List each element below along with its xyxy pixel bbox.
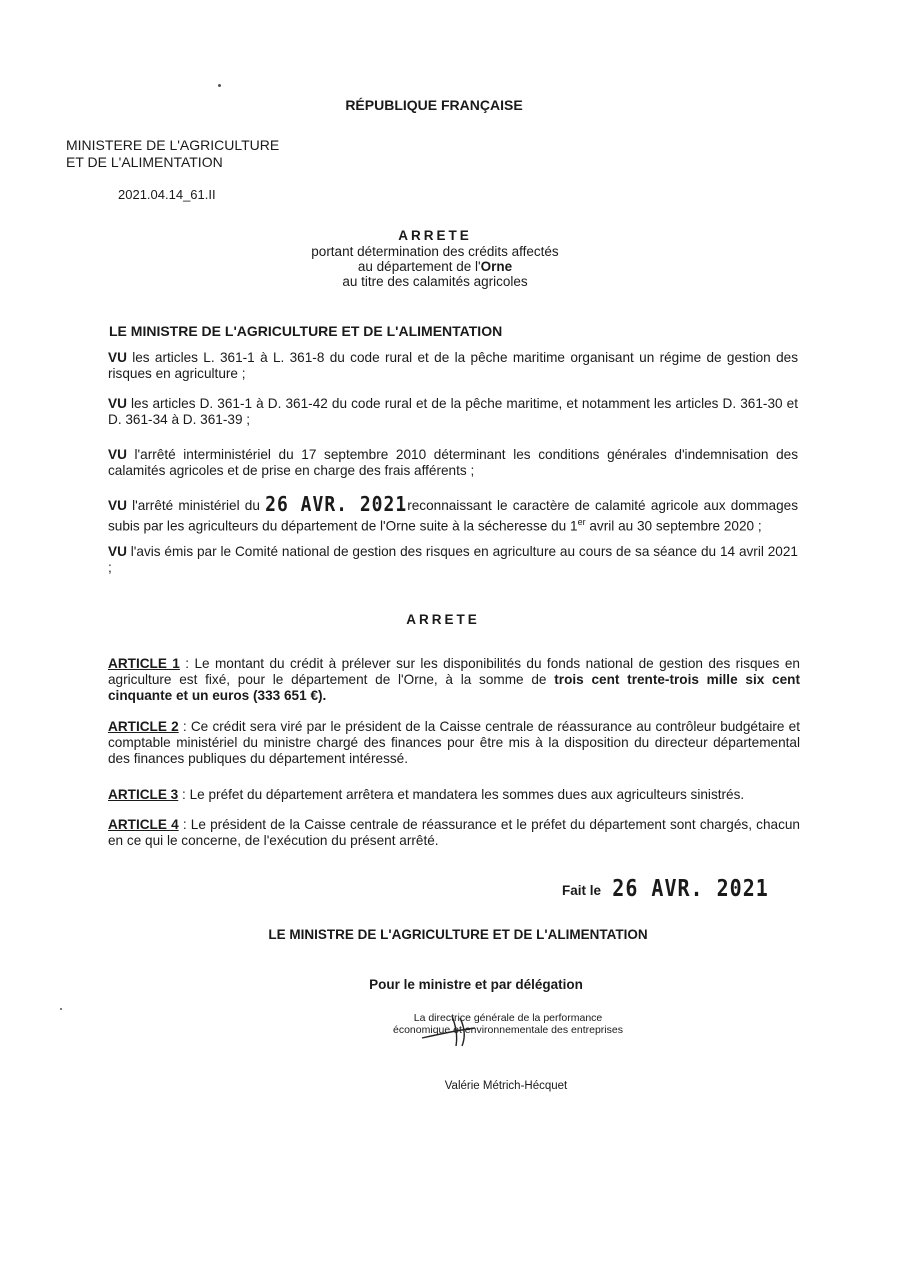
article-3: [108, 787, 800, 803]
visa-text: les articles L. 361-1 à L. 361-8 du code rural et de la pêche maritime organisant un régime de gestion des risques en agriculture ;: [108, 350, 798, 381]
department-name: Orne: [480, 259, 513, 274]
visa-lead: VU: [108, 544, 127, 559]
done-on: [562, 876, 769, 900]
article-label: ARTICLE 2: [108, 719, 179, 734]
visa-text: reconnaissant le caractère de calamité agricole aux dommages subis par les agriculteurs du département de l'Orne suite à la sécheresse du 1: [108, 498, 798, 534]
article-label: ARTICLE 4: [108, 817, 179, 832]
article-text: : Le président de la Caisse centrale de réassurance et le préfet du département sont chargés, chacun en ce qui le concerne, de l'exécution du présent arrêté.: [108, 817, 800, 848]
signature-date-stamp: 26 AVR. 2021: [612, 874, 769, 902]
article-text: : Le montant du crédit à prélever sur les disponibilités du fonds national de gestion des risques en agriculture est fixé, pour le département de l'Orne, à la somme de: [108, 656, 800, 687]
visa-3: [108, 447, 798, 479]
visa-2: [108, 396, 798, 428]
decree-title: ARRETE: [398, 228, 472, 243]
article-label: ARTICLE 1: [108, 656, 180, 671]
done-label: Fait le: [562, 883, 602, 898]
visa-lead: VU: [108, 396, 127, 411]
article-1: [108, 656, 800, 704]
visa-1: [108, 350, 798, 382]
ministry-line-2: ET DE L'ALIMENTATION: [66, 154, 223, 170]
signature-minister: LE MINISTRE DE L'AGRICULTURE ET DE L'ALIMENTATION: [268, 927, 648, 942]
article-2: [108, 719, 800, 767]
title-line-2-prefix: au département de l': [357, 259, 481, 274]
visa-lead: VU: [108, 498, 127, 513]
decree-heading: ARRETE: [406, 612, 480, 627]
visa-text: l'arrêté ministériel du: [126, 498, 266, 513]
ministry-line-1: MINISTERE DE L'AGRICULTURE: [66, 137, 280, 153]
ordinal-superscript: er: [577, 517, 586, 527]
role-line-2: économique et environnementale des entreprises: [393, 1024, 623, 1036]
title-line-1: portant détermination des crédits affectés: [311, 244, 559, 259]
visa-lead: VU: [108, 350, 127, 365]
title-line-3: au titre des calamités agricoles: [342, 274, 528, 289]
visa-text: les articles D. 361-1 à D. 361-42 du code rural et de la pêche maritime, et notamment les articles D. 361-30 et D. 361-34 à D. 361-39 ;: [108, 396, 798, 427]
visa-text: l'avis émis par le Comité national de gestion des risques en agriculture au cours de sa séance du 14 avril 2021 ;: [108, 544, 798, 575]
scan-speck: [60, 1008, 62, 1010]
handwritten-signature: [420, 1012, 510, 1048]
delegation-line: Pour le ministre et par délégation: [369, 977, 583, 992]
article-label: ARTICLE 3: [108, 787, 179, 802]
reference-number: 2021.04.14_61.II: [118, 187, 216, 202]
visa-5: [108, 544, 798, 576]
date-stamp: 26 AVR. 2021: [265, 492, 408, 517]
visa-text: l'arrêté interministériel du 17 septembre 2010 déterminant les conditions générales d'indemnisation des calamités agricoles et de prise en charge des frais afférents ;: [108, 447, 798, 478]
article-text: : Ce crédit sera viré par le président de la Caisse centrale de réassurance au contrôleur budgétaire et comptable ministériel du ministre chargé des finances pour être mis à la disposition du directeur départemental des finances publiques du département intéressé.: [108, 719, 800, 766]
role-line-1: La directrice générale de la performance: [413, 1012, 603, 1024]
amount-text: trois cent trente-trois mille six cent cinquante et un euros (333 651 €).: [108, 672, 801, 703]
visa-4: [108, 492, 798, 535]
article-4: [108, 817, 800, 849]
article-text: : Le préfet du département arrêtera et mandatera les sommes dues aux agriculteurs sinistrés.: [178, 787, 745, 802]
minister-heading: LE MINISTRE DE L'AGRICULTURE ET DE L'ALIMENTATION: [109, 323, 503, 339]
visa-lead: VU: [108, 447, 127, 462]
republic-heading: RÉPUBLIQUE FRANÇAISE: [345, 97, 523, 113]
title-line-2: [0, 259, 870, 274]
signatory-name: Valérie Métrich-Hécquet: [444, 1080, 568, 1092]
scan-speck: [218, 84, 221, 87]
visa-text: avril au 30 septembre 2020 ;: [585, 518, 762, 534]
